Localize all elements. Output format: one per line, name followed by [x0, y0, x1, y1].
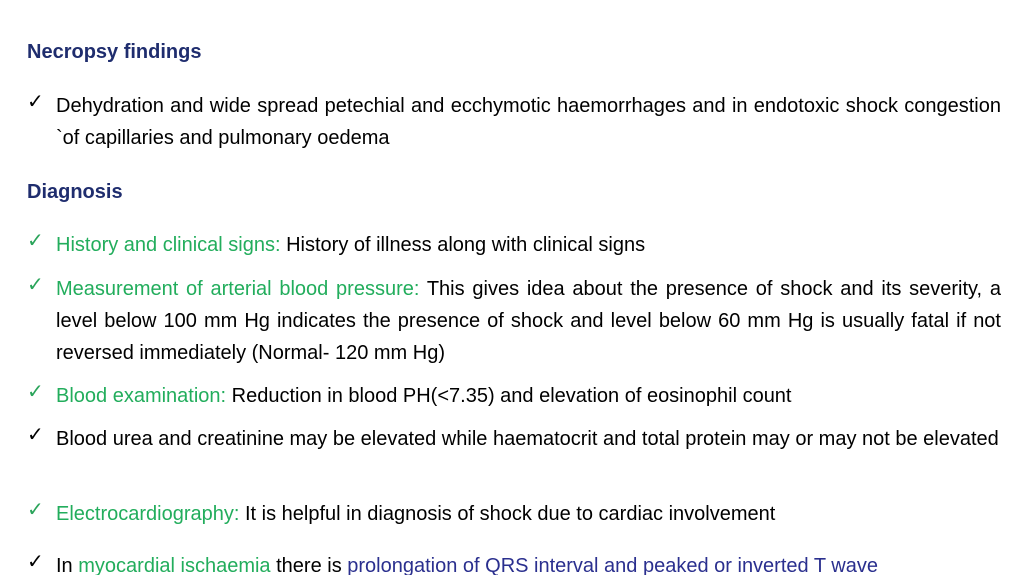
check-icon: ✓ — [27, 274, 44, 296]
arterial-text: This gives idea about the presence of shock and its severity, a level below 100 mm Hg indicates the presence of shock and level below 60 mm Hg is usually fatal if not reversed immediately (Normal- 120 mm Hg) — [56, 278, 1001, 364]
blood-item — [56, 380, 1001, 412]
list-item — [27, 273, 1001, 369]
blood-text: Reduction in blood PH(<7.35) and elevation of eosinophil count — [226, 385, 792, 407]
list-item — [27, 90, 1001, 154]
check-icon: ✓ — [27, 381, 44, 403]
arterial-item — [56, 273, 1001, 369]
check-icon: ✓ — [27, 91, 44, 113]
check-icon: ✓ — [27, 424, 44, 446]
check-icon: ✓ — [27, 230, 44, 252]
ecg-item — [56, 498, 1001, 530]
necropsy-heading: Necropsy findings — [27, 41, 202, 63]
urea-text: Blood urea and creatinine may be elevated while haematocrit and total protein may or may not be elevated — [56, 428, 999, 450]
myocardial-finding: prolongation of QRS interval and peaked or inverted T wave — [347, 555, 878, 575]
diagnosis-heading: Diagnosis — [27, 181, 123, 203]
list-item — [27, 550, 1001, 575]
list-item — [27, 498, 1001, 530]
list-item — [27, 229, 1001, 261]
ecg-text: It is helpful in diagnosis of shock due to cardiac involvement — [239, 503, 776, 525]
myocardial-item — [56, 550, 1001, 575]
list-item — [27, 380, 1001, 412]
arterial-label: Measurement of arterial blood pressure: — [56, 278, 420, 300]
necropsy-text: Dehydration and wide spread petechial and ecchymotic haemorrhages and in endotoxic shock congestion `of capillaries and pulmonary oedema — [56, 95, 1001, 149]
list-item — [27, 423, 1001, 455]
myocardial-prefix: In — [56, 555, 79, 575]
myocardial-term: myocardial ischaemia — [78, 555, 271, 575]
history-item — [56, 229, 1001, 261]
history-label: History and clinical signs: — [56, 234, 281, 256]
myocardial-middle: there is — [270, 555, 348, 575]
blood-label: Blood examination: — [56, 385, 227, 407]
check-icon: ✓ — [27, 551, 44, 573]
check-icon: ✓ — [27, 499, 44, 521]
history-text: History of illness along with clinical signs — [280, 234, 646, 256]
ecg-label: Electrocardiography: — [56, 503, 240, 525]
